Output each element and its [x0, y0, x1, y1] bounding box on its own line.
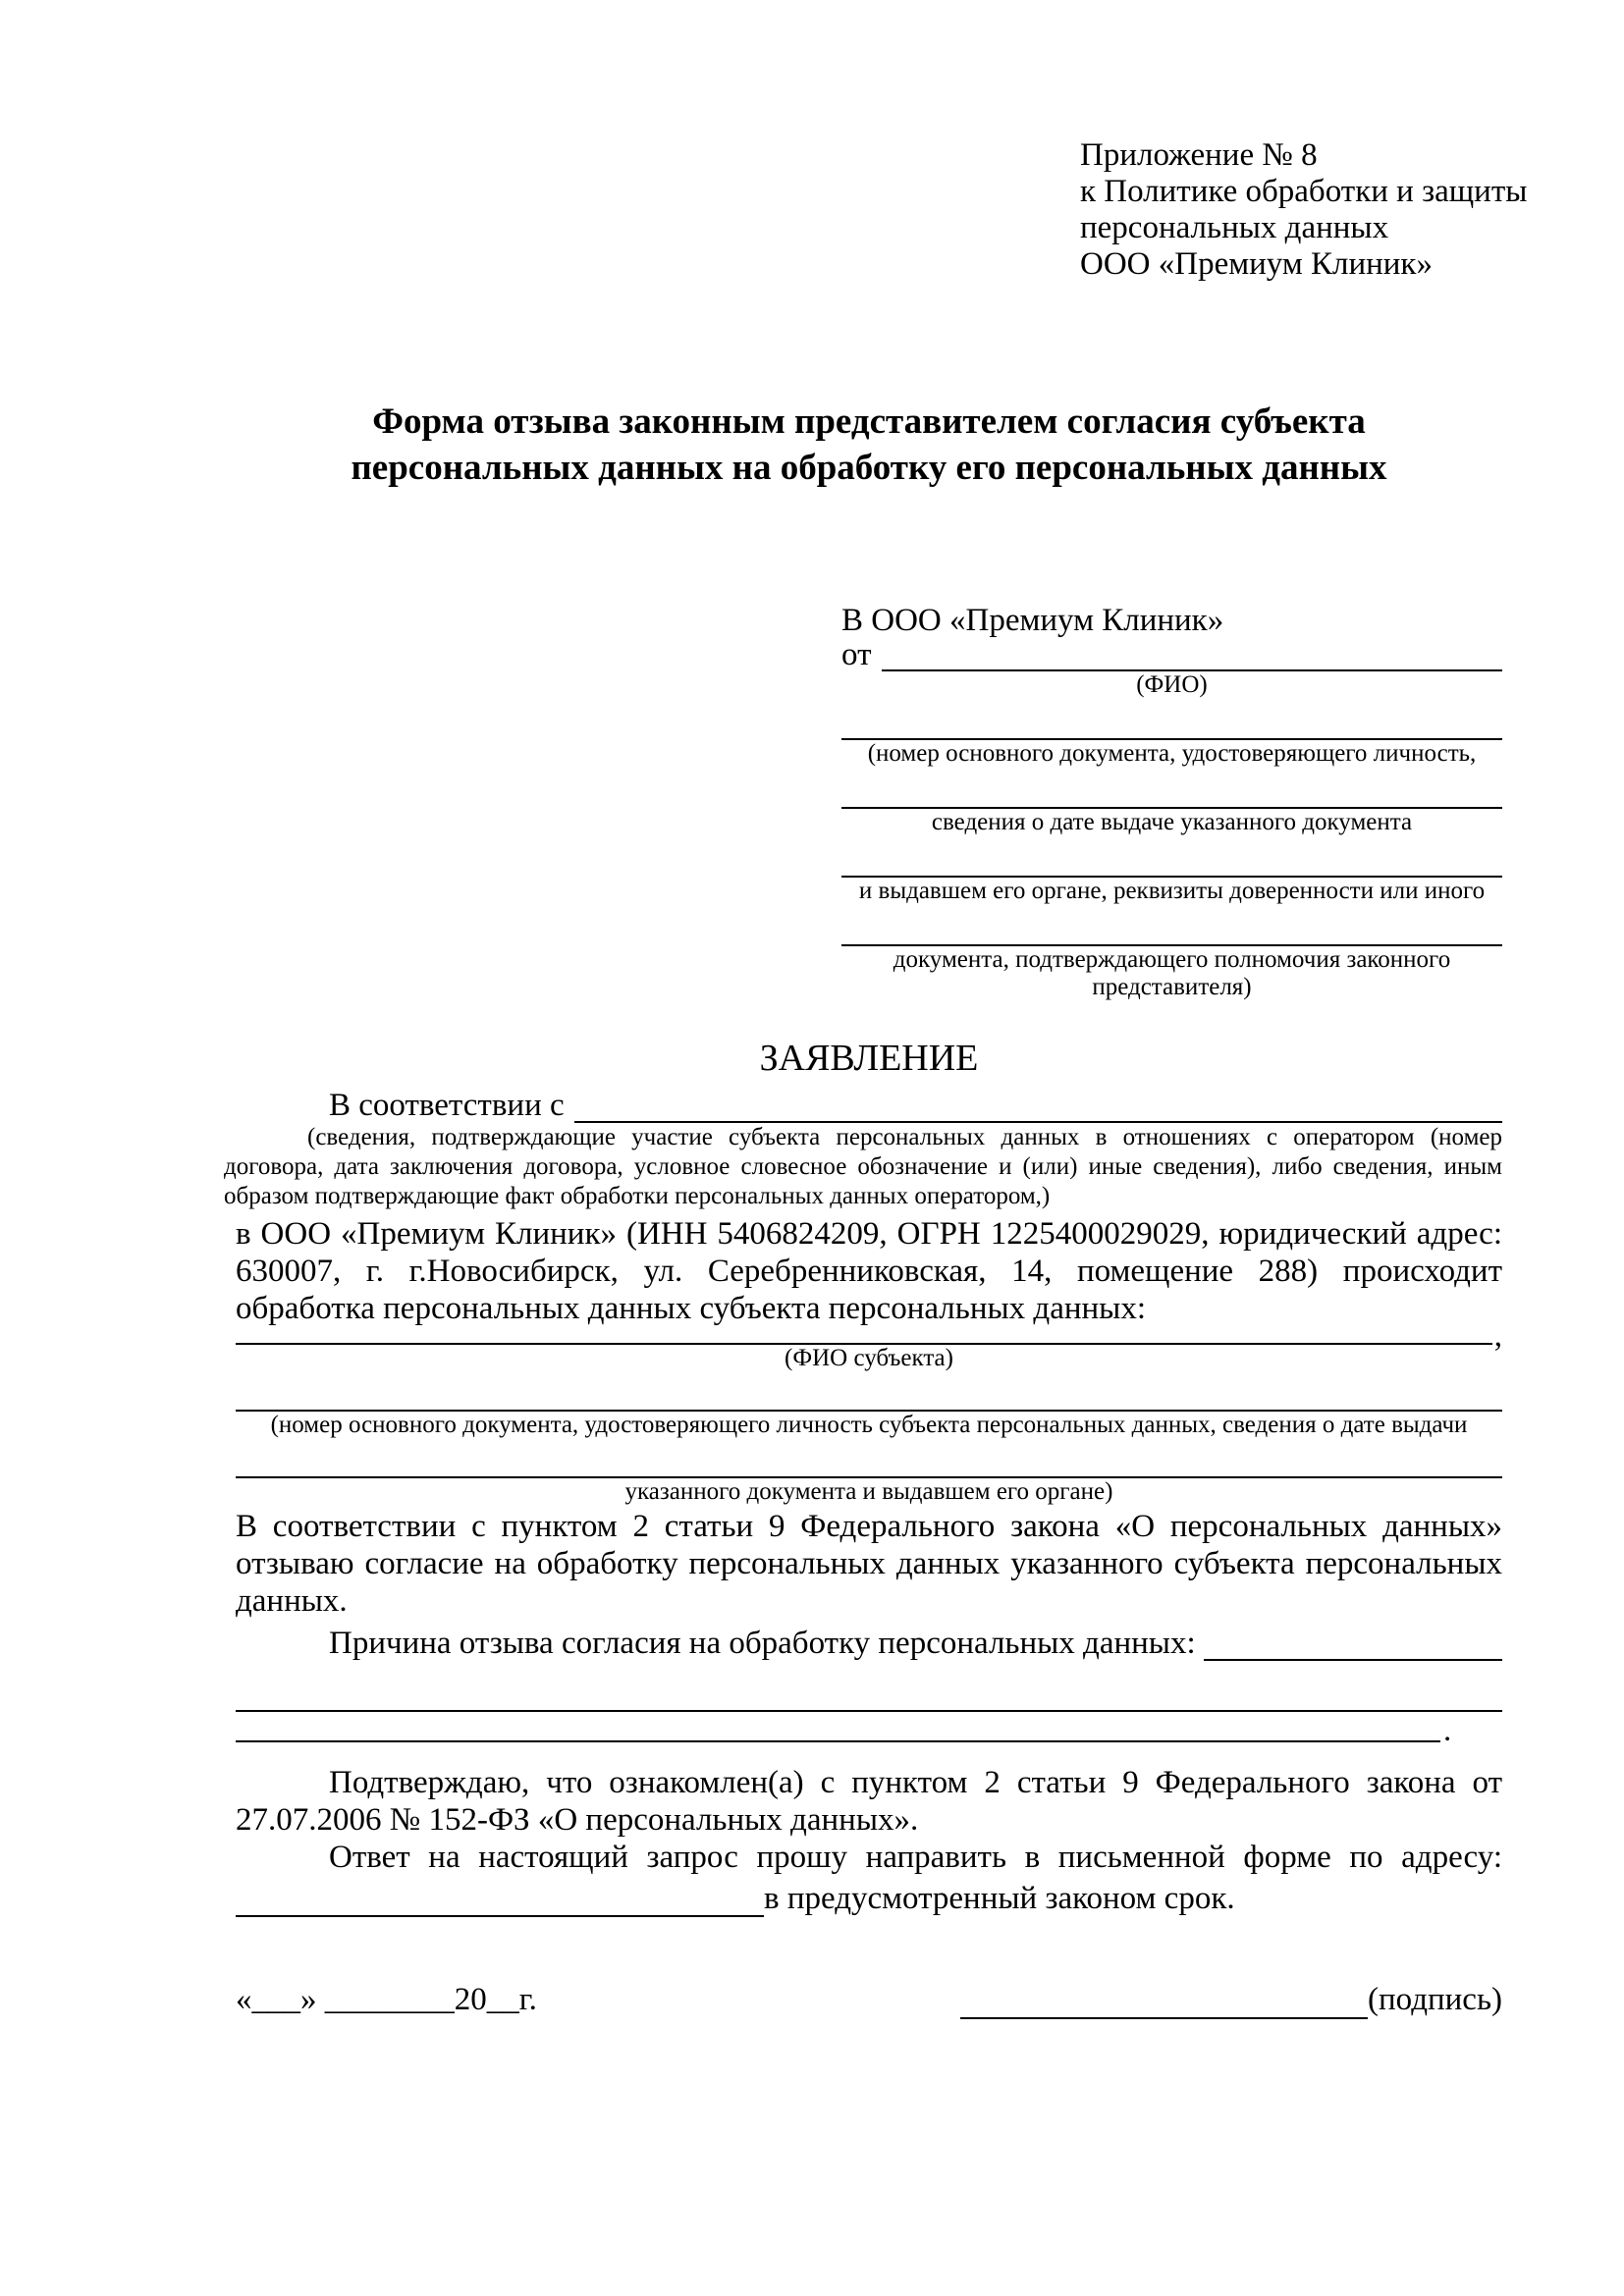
annex-header [1080, 137, 1528, 283]
date-blank: «___» ________20__г. [236, 1982, 537, 2017]
annex-line: персональных данных [1080, 210, 1389, 245]
reply-address-row [236, 1876, 1502, 1917]
reply-request-paragraph: Ответ на настоящий запрос прошу направить в письменной форме по адресу: [329, 1840, 1502, 1875]
representative-doc-row [841, 921, 1502, 1001]
signing-row [236, 1978, 1502, 2019]
blank-line [841, 783, 1502, 809]
representative-doc-row [841, 715, 1502, 768]
reply-tail-text: в предусмотренный законом срок. [764, 1881, 1235, 1916]
confirm-paragraph: Подтверждаю, что ознакомлен(а) с пунктом 2 статьи 9 Федерального закона от 27.07.2006 № 152-ФЗ «О персональных данных». [236, 1765, 1502, 1838]
subject-fio-comma: , [1493, 1318, 1502, 1354]
signature-caption: (подпись) [1368, 1982, 1502, 2017]
address-blank-line [236, 1915, 764, 1917]
reason-label: Причина отзыва согласия на обработку персональных данных: [329, 1626, 1196, 1661]
from-label: от [841, 637, 872, 672]
signature-group [960, 1980, 1502, 2019]
blank-line [841, 921, 1502, 946]
document-title-line: Форма отзыва законным представителем согласия субъекта [372, 401, 1366, 442]
signature-blank-line [960, 2017, 1368, 2019]
statement-heading: ЗАЯВЛЕНИЕ [759, 1038, 979, 1079]
blank-line-caption: (номер основного документа, удостоверяющего личность, [867, 740, 1477, 767]
fio-caption: (ФИО) [1136, 671, 1208, 698]
withdrawal-paragraph: В соответствии с пунктом 2 статьи 9 Федерального закона «О персональных данных» отзываю согласие на обработку персональных данных указанного субъекта персональных данных. [236, 1509, 1502, 1619]
blank-line-caption: сведения о дате выдаче указанного документа [931, 809, 1413, 835]
subject-fio-row [236, 1318, 1502, 1354]
reason-blank-line [1204, 1659, 1502, 1661]
according-row [236, 1084, 1502, 1123]
addressee-block [841, 601, 1502, 1001]
subject-doc-caption-bottom: указанного документа и выдавшем его органе) [624, 1478, 1113, 1505]
blank-line [236, 1390, 1502, 1412]
blank-line [841, 715, 1502, 740]
document-title [236, 399, 1502, 491]
blank-line-caption: документа, подтверждающего полномочия законного представителя) [893, 946, 1451, 1000]
blank-line [841, 852, 1502, 878]
subject-doc-row [236, 1390, 1502, 1439]
reason-row [236, 1620, 1502, 1661]
according-label: В соответствии с [329, 1088, 565, 1123]
subject-doc-row [236, 1457, 1502, 1506]
subject-doc-caption-top: (номер основного документа, удостоверяющего личность субъекта персональных данных, сведения о дате выдачи [270, 1412, 1468, 1438]
blank-line-caption: и выдавшем его органе, реквизиты доверенности или иного [858, 878, 1486, 904]
blank-line [236, 1457, 1502, 1478]
annex-line: ООО «Премиум Клиник» [1080, 246, 1433, 282]
operator-paragraph: в ООО «Премиум Клиник» (ИНН 5406824209, ОГРН 1225400029029, юридический адрес: 630007, г. г.Новосибирск, ул. Серебренниковская, 14, помещение 288) происходит обработка персональных данных субъекта персональных данных: [236, 1216, 1502, 1326]
representative-doc-row [841, 783, 1502, 836]
reason-blank-line-3 [236, 1740, 1440, 1742]
according-note: (сведения, подтверждающие участие субъекта персональных данных в отношениях с оператором (номер договора, дата заключения договора, условное словесное обозначение и (или) иные сведения), либо сведения, иным образом подтверждающие факт обработки персональных данных оператором,) [224, 1124, 1502, 1209]
reason-blank-row-3 [236, 1712, 1502, 1748]
sentence-period: . [1443, 1713, 1452, 1748]
document-title-line: персональных данных на обработку его персональных данных [351, 448, 1387, 488]
annex-line: Приложение № 8 [1080, 137, 1318, 173]
from-row [841, 637, 1502, 672]
representative-doc-row [841, 852, 1502, 905]
subject-fio-caption: (ФИО субъекта) [785, 1345, 953, 1371]
addressee-to: В ООО «Премиум Клиник» [841, 603, 1224, 638]
annex-line: к Политике обработки и защиты [1080, 174, 1528, 209]
